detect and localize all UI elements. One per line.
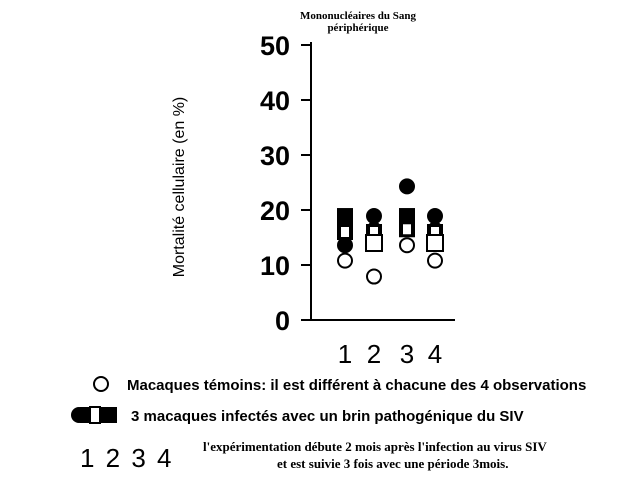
chart-title-line-1: Mononucléaires du Sang: [300, 10, 416, 22]
legend-open-circle-icon: [94, 377, 108, 391]
legend-infected-marker-icon: [71, 407, 117, 423]
data-marks: [337, 178, 443, 283]
point-infected-open-square: [366, 235, 382, 251]
point-infected-filled-square: [337, 208, 353, 224]
y-tick-label: 50: [259, 31, 290, 61]
x-tick-label: 4: [427, 339, 443, 369]
legend-infected-label: 3 macaques infectés avec un brin pathogénique du SIV: [131, 408, 524, 425]
chart-title: [300, 10, 416, 34]
point-control-open-circle: [367, 270, 381, 284]
chart-title-line-2: périphérique: [327, 22, 389, 34]
point-control-open-circle: [400, 238, 414, 252]
point-infected-filled-circle: [427, 208, 443, 224]
y-tick-label: 0: [274, 306, 290, 336]
y-tick-label: 30: [259, 141, 290, 171]
point-infected-filled-circle: [399, 178, 415, 194]
point-infected-filled-circle: [366, 208, 382, 224]
axes: [260, 31, 455, 369]
legend-controls-label: Macaques témoins: il est différent à chacune des 4 observations: [127, 377, 587, 394]
x-tick-label: 1: [337, 339, 353, 369]
legend-note-line-2: et est suivie 3 fois avec une période 3mois.: [277, 456, 509, 471]
point-infected-half-square: [337, 224, 353, 240]
y-axis-label: Mortalité cellulaire (en %): [171, 96, 188, 278]
point-infected-open-square: [427, 235, 443, 251]
y-tick-label: 20: [259, 196, 290, 226]
y-tick-label: 40: [259, 86, 290, 116]
x-tick-label: 3: [399, 339, 415, 369]
point-control-open-circle: [428, 254, 442, 268]
legend-note-line-1: l'expérimentation débute 2 mois après l'infection au virus SIV: [203, 439, 547, 454]
point-infected-filled-square: [399, 208, 415, 224]
x-tick-label: 2: [366, 339, 382, 369]
point-control-open-circle: [338, 254, 352, 268]
legend-observation-numbers: 1 2 3 4: [80, 443, 172, 473]
y-tick-label: 10: [259, 251, 290, 281]
